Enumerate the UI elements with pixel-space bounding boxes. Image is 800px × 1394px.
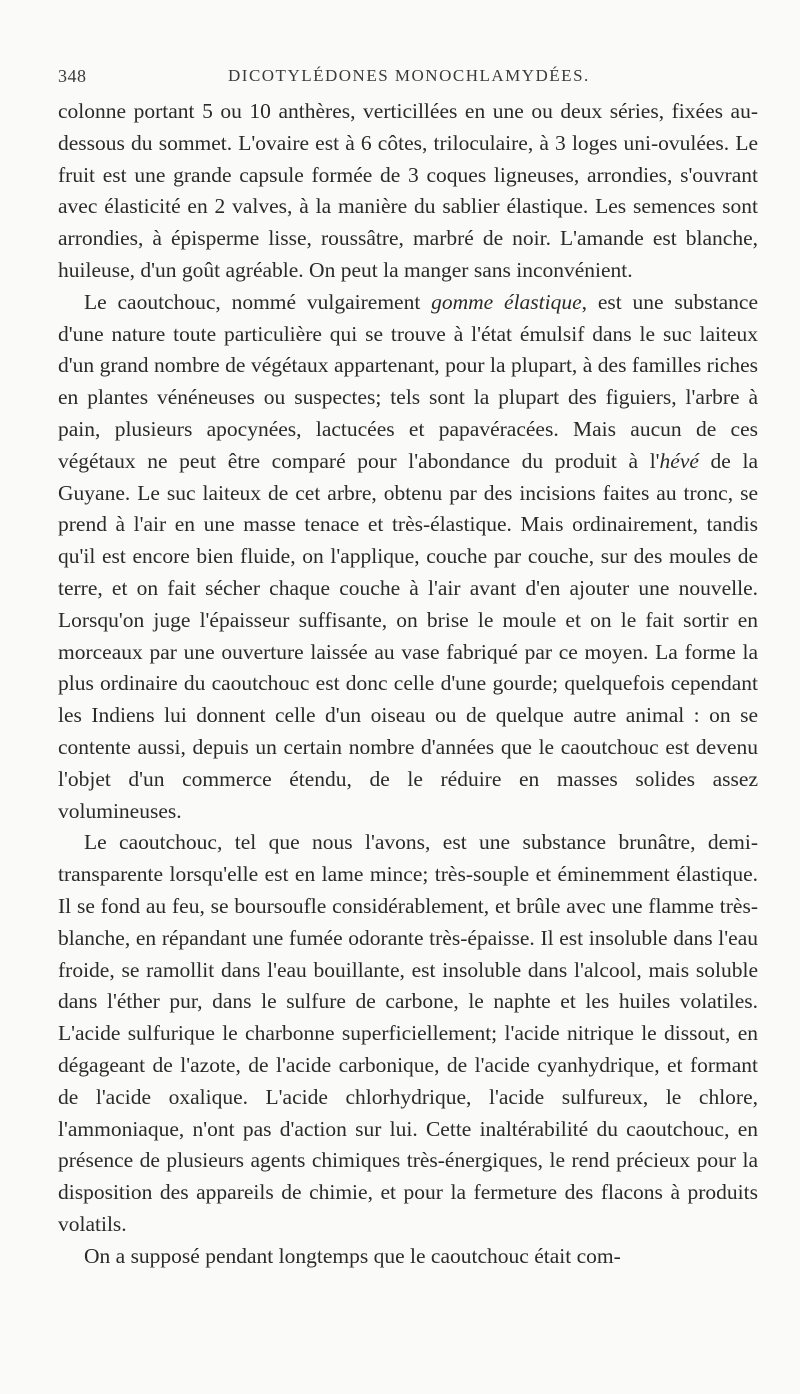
page-header: [58, 60, 758, 92]
paragraph-2: [58, 287, 758, 828]
body-text: [58, 96, 758, 1272]
paragraph-2-text-middle: , est une substance d'une nature toute particulière qui se trouve à l'état émulsif dans le suc laiteux d'un grand nombre de végétaux appartenant, pour la plupart, à des familles riches en plantes vénéneuses ou suspectes; tels sont la plupart des figuiers, l'arbre à pain, plusieurs apocynées, lactucées et papavéracées. Mais aucun de ces végétaux ne peut être comparé pour l'abondance du produit à l': [58, 289, 759, 473]
paragraph-2-text-before: Le caoutchouc, nommé vulgairement: [84, 289, 432, 314]
paragraph-2-text-after: de la Guyane. Le suc laiteux de cet arbre, obtenu par des incisions faites au tronc, se prend à l'air en une masse tenace et très-élastique. Mais ordinairement, tandis qu'il est encore bien fluide, on l'applique, couche par couche, sur des moules de terre, et on fait sécher chaque couche à l'air avant d'en ajouter une nouvelle. Lorsqu'on juge l'épaisseur suffisante, on brise le moule et on le fait sortir en morceaux par une ouverture laissée au vase fabriqué par ce moyen. La forme la plus ordinaire du caoutchouc est donc celle d'une gourde; quelquefois cependant les Indiens lui donnent celle d'un oiseau ou de quelque autre animal : on se contente aussi, depuis un certain nombre d'années que le caoutchouc est devenu l'objet d'un commerce étendu, de le réduire en masses solides assez volumineuses.: [58, 448, 758, 823]
emphasis-gomme-elastique: gomme élastique: [431, 289, 582, 314]
paragraph-3: Le caoutchouc, tel que nous l'avons, est une substance brunâtre, demi-transparente lorsqu'elle est en lame mince; très-souple et éminemment élastique. Il se fond au feu, se boursoufle considérablement, et brûle avec une flamme très-blanche, en répandant une fumée odorante très-épaisse. Il est insoluble dans l'eau froide, se ramollit dans l'eau bouillante, est insoluble dans l'alcool, mais soluble dans l'éther pur, dans le sulfure de carbone, le naphte et les huiles volatiles. L'acide sulfurique le charbonne superficiellement; l'acide nitrique le dissout, en dégageant de l'azote, de l'acide carbonique, de l'acide cyanhydrique, et formant de l'acide oxalique. L'acide chlorhydrique, l'acide sulfureux, le chlore, l'ammoniaque, n'ont pas d'action sur lui. Cette inaltérabilité du caoutchouc, en présence de plusieurs agents chimiques très-énergiques, le rend précieux pour la disposition des appareils de chimie, et pour la fermeture des flacons à produits volatils.: [58, 830, 758, 1236]
emphasis-heve: hévé: [659, 448, 699, 473]
running-head: DICOTYLÉDONES MONOCHLAMYDÉES.: [228, 66, 590, 85]
page-number: 348: [58, 65, 87, 86]
paragraph-1: colonne portant 5 ou 10 anthères, verticillées en une ou deux séries, fixées au-dessous du sommet. L'ovaire est à 6 côtes, triloculaire, à 3 loges uni-ovulées. Le fruit est une grande capsule formée de 3 coques ligneuses, arrondies, s'ouvrant avec élasticité en 2 valves, à la manière du sablier élastique. Les semences sont arrondies, à épisperme lisse, roussâtre, marbré de noir. L'amande est blanche, huileuse, d'un goût agréable. On peut la manger sans inconvénient.: [58, 99, 758, 282]
paragraph-4: On a supposé pendant longtemps que le caoutchouc était com-: [84, 1243, 621, 1268]
